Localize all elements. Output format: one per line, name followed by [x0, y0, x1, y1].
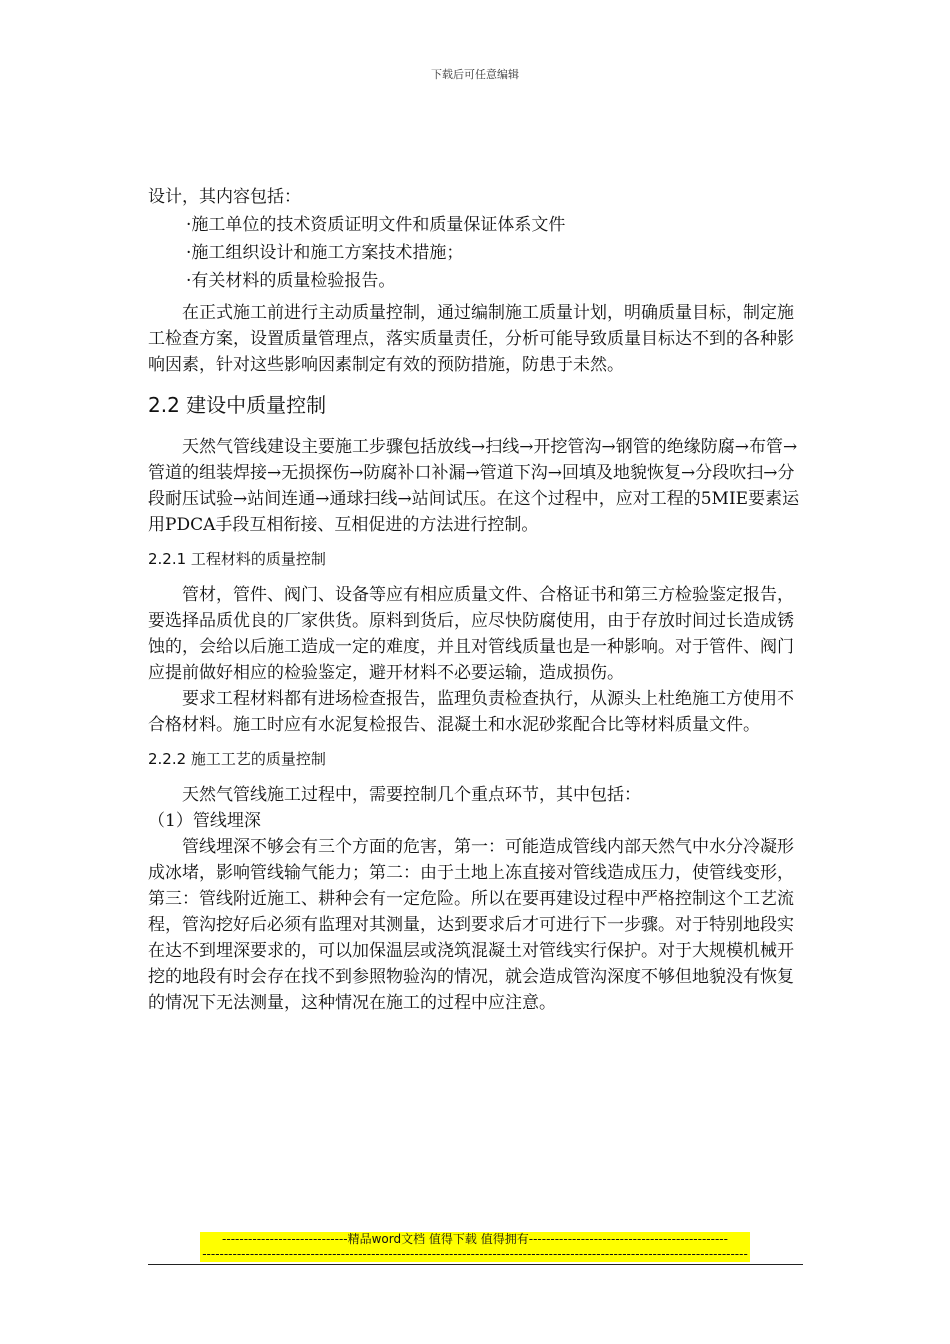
- bullet-item: ·施工组织设计和施工方案技术措施；: [186, 243, 464, 263]
- bullet-item: ·有关材料的质量检验报告。: [186, 271, 396, 291]
- control-paragraph: 在正式施工前进行主动质量控制，通过编制施工质量计划，明确质量目标，制定施工检查方案，设置质量管理点，落实质量责任，分析可能导致质量目标达不到的各种影响因素，针对这些影响因素制定有效的预防措施，防患于未然。: [148, 303, 794, 375]
- section-heading-2-2-2: 2.2.2 施工工艺的质量控制: [148, 750, 326, 768]
- intro-paragraph: 设计，其内容包括：: [148, 187, 301, 207]
- section-2-2-paragraph: 天然气管线建设主要施工步骤包括放线→扫线→开挖管沟→钢管的绝缘防腐→布管→管道的组装焊接→无损探伤→防腐补口补漏→管道下沟→回填及地貌恢复→分段吹扫→分段耐压试验→站间连通→通球扫线→站间试压。在这个过程中，应对工程的5MIE要素运用PDCA手段互相衔接、互相促进的方法进行控制。: [148, 437, 800, 535]
- document-body: [148, 184, 803, 1016]
- footer-banner-line1: -----------------------------精品word文档 值得下载 值得拥有----------------------------------------------: [200, 1232, 750, 1247]
- materials-paragraph-2: 要求工程材料都有进场检查报告，监理负责检查执行，从源头上杜绝施工方使用不合格材料。施工时应有水泥复检报告、混凝土和水泥砂浆配合比等材料质量文件。: [148, 689, 794, 735]
- item-heading-1: （1）管线埋深: [148, 811, 261, 831]
- footer-banner-line2: ------------------------------------------------------------------------------------------------------------------------------: [200, 1247, 750, 1262]
- bullet-item: ·施工单位的技术资质证明文件和质量保证体系文件: [186, 215, 566, 235]
- materials-paragraph: 管材，管件、阀门、设备等应有相应质量文件、合格证书和第三方检验鉴定报告，要选择品质优良的厂家供货。原料到货后，应尽快防腐使用，由于存放时间过长造成锈蚀的，会给以后施工造成一定的难度，并且对管线质量也是一种影响。对于管件、阀门应提前做好相应的检验鉴定，避开材料不必要运输，造成损伤。: [148, 585, 794, 683]
- page-header: 下载后可任意编辑: [431, 68, 519, 81]
- section-heading-2-2-1: 2.2.1 工程材料的质量控制: [148, 550, 326, 568]
- process-paragraph: 天然气管线施工过程中，需要控制几个重点环节，其中包括：: [182, 785, 641, 805]
- burial-depth-paragraph: 管线埋深不够会有三个方面的危害，第一：可能造成管线内部天然气中水分冷凝形成冰堵，影响管线输气能力；第二：由于土地上冻直接对管线造成压力，使管线变形，第三：管线附近施工、耕种会有一定危险。所以在要再建设过程中严格控制这个工艺流程，管沟挖好后必须有监理对其测量，达到要求后才可进行下一步骤。对于特别地段实在达不到埋深要求的，可以加保温层或浇筑混凝土对管线实行保护。对于大规模机械开挖的地段有时会存在找不到参照物验沟的情况，就会造成管沟深度不够但地貌没有恢复的情况下无法测量，这种情况在施工的过程中应注意。: [148, 837, 794, 1013]
- footer-divider: [148, 1264, 803, 1265]
- section-heading-2-2: 2.2 建设中质量控制: [148, 393, 327, 417]
